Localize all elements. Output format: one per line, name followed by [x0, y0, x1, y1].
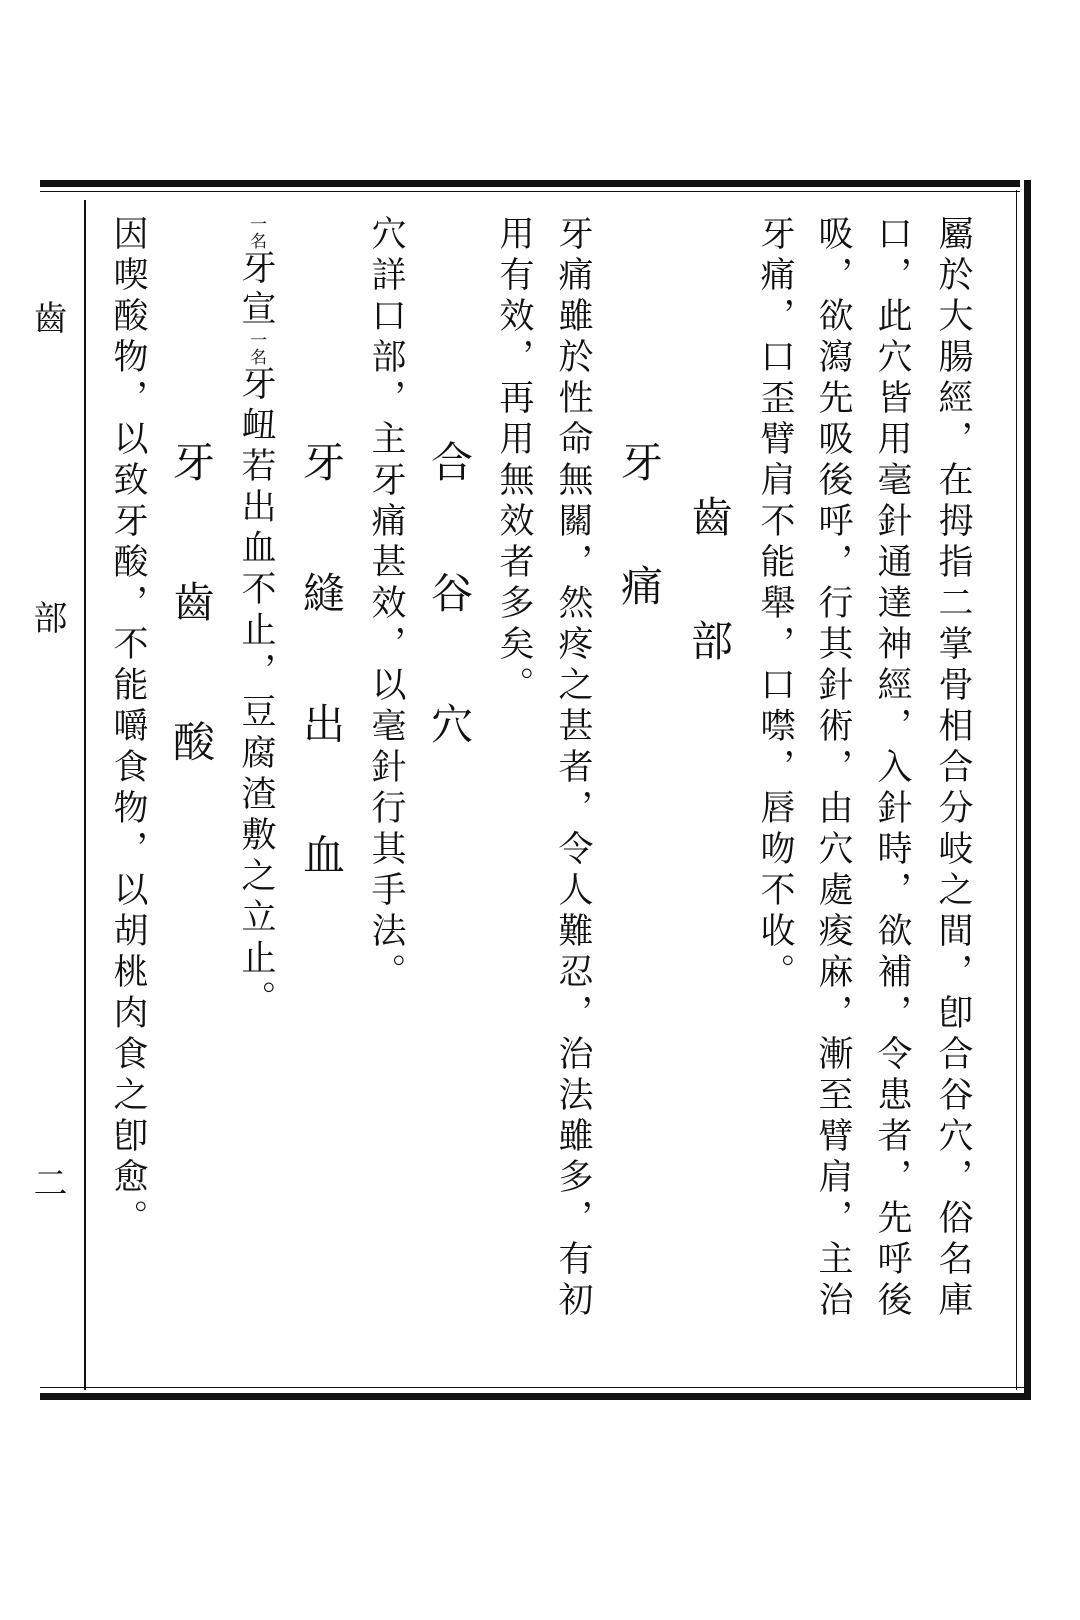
- heading-toothache: 牙 痛: [615, 440, 664, 626]
- text-column-12-rest: 牙衄若出血不止，豆腐渣敷之立止。: [236, 365, 276, 1021]
- heading-tooth-sourness: 牙 齒 酸: [167, 440, 216, 790]
- text-column-3: 吸，欲瀉先吸後呼，行其針術，由穴處痠麻，漸至臂肩，主治: [813, 215, 853, 1322]
- heading-gum-bleeding: 牙 縫 出 血: [297, 440, 346, 895]
- text-column-12: [236, 215, 276, 1021]
- frame-top-rule: [40, 180, 1020, 187]
- alias-yaxuan: 牙宣: [236, 249, 276, 331]
- text-column-10: 穴詳口部，主牙痛甚效，以毫針行其手法。: [366, 215, 406, 994]
- margin-section-label: 齒: [27, 300, 67, 334]
- frame-right-thin-rule: [1016, 190, 1017, 1390]
- text-column-8: 用有效，再用無效者多矣。: [494, 215, 534, 707]
- section-heading-teeth: 齒 部: [685, 495, 734, 681]
- text-column-1: 屬於大腸經，在拇指二掌骨相合分岐之間，卽合谷穴，俗名庫: [933, 215, 973, 1322]
- text-column-7: 牙痛雖於性命無關，然疼之甚者，令人難忍，治法雖多，有初: [553, 215, 593, 1322]
- text-column-2: 口，此穴皆用毫針通達神經，入針時，欲補，令患者，先呼後: [872, 215, 912, 1322]
- note-alias-2: 一名: [246, 331, 266, 365]
- text-column-4: 牙痛，口歪臂肩不能舉，口噤，唇吻不收。: [755, 215, 795, 994]
- heading-hegu-point: 合 谷 穴: [425, 440, 474, 764]
- margin-page-number: 二: [27, 1165, 67, 1199]
- frame-bottom-rule: [40, 1393, 1030, 1400]
- frame-left-rule: [84, 200, 86, 1390]
- frame-top-thin-rule: [40, 191, 1020, 192]
- note-alias-1: 一名: [246, 215, 266, 249]
- text-column-14: 因喫酸物，以致牙酸，不能嚼食物，以胡桃肉食之卽愈。: [108, 215, 148, 1240]
- frame-bottom-thin-rule: [40, 1387, 1030, 1388]
- margin-part-label: 部: [27, 600, 67, 634]
- frame-right-rule: [1024, 180, 1031, 1400]
